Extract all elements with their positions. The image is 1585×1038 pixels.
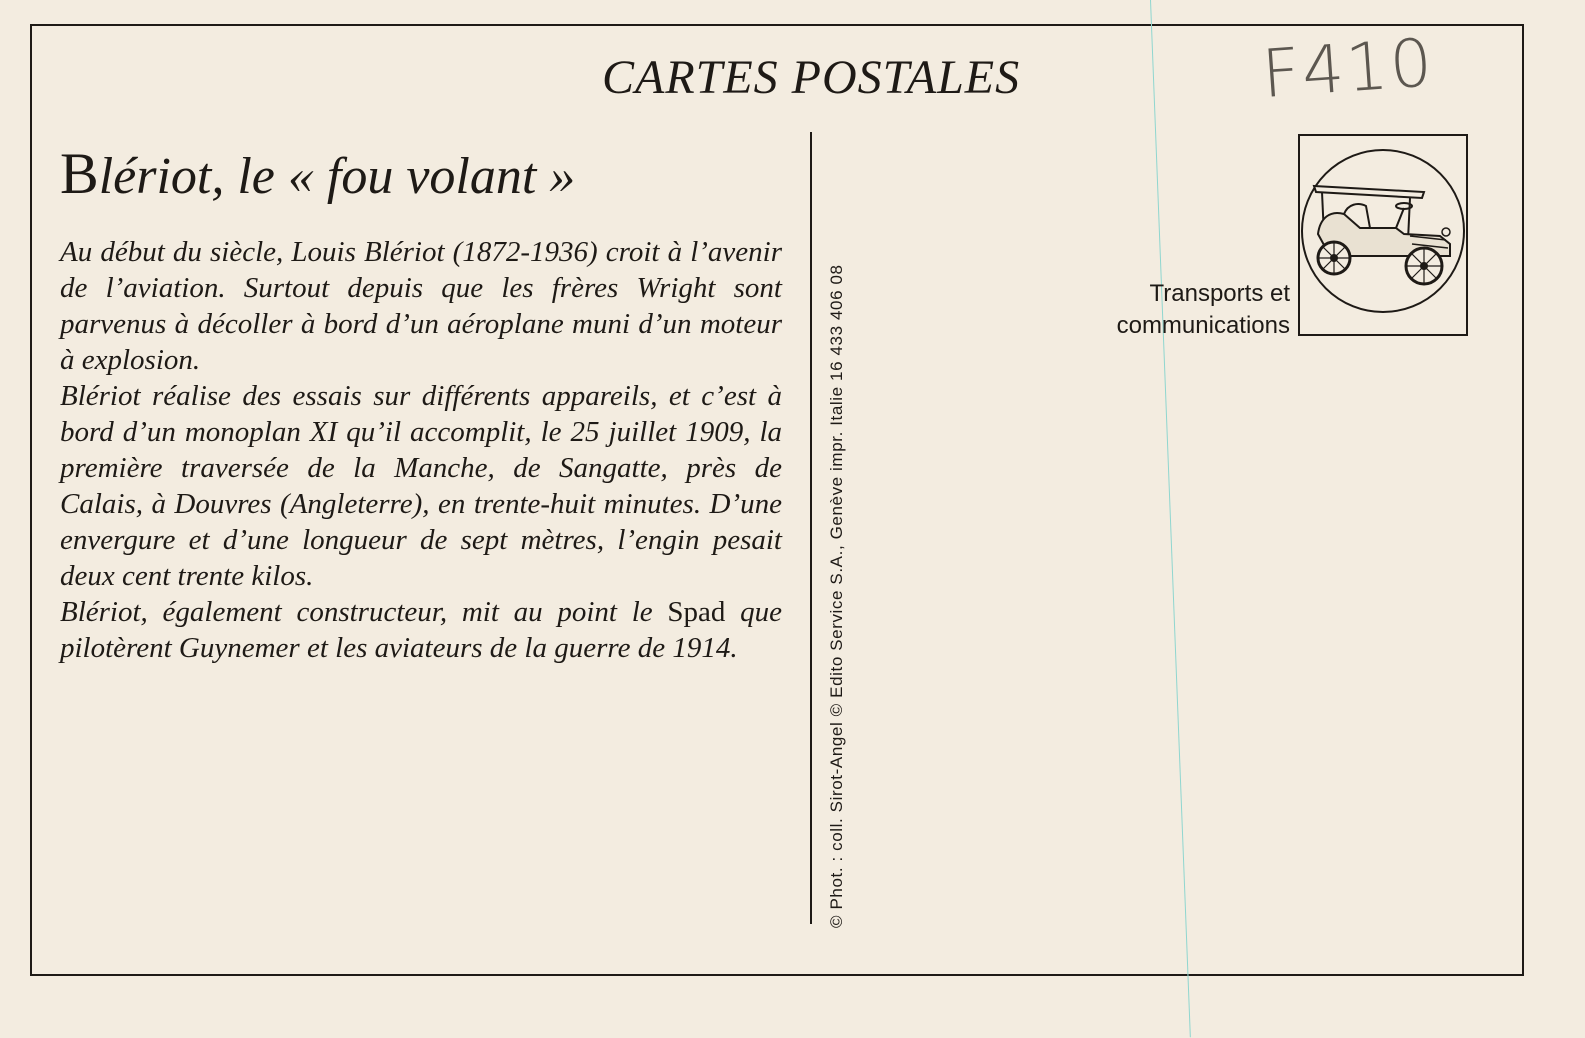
stamp-caption-line-2: communications [1116, 312, 1290, 339]
postcard-header: CARTES POSTALES [602, 51, 1021, 104]
handwritten-note: F410 [1259, 24, 1437, 113]
article-body [60, 234, 782, 666]
paragraph-3-start: Blériot, également constructeur, mit au point le [60, 596, 668, 628]
divider-rule [810, 132, 812, 924]
article-title [60, 140, 575, 207]
paragraph-3-upright: Spad [667, 596, 726, 628]
vintage-car-icon [1300, 148, 1466, 314]
article-paragraph-2: Blériot réalise des essais sur différents appareils, et c’est à bord d’un monoplan XI qu’il accomplit, le 25 juillet 1909, la première traversée de la Manche, de Sangatte, près de Calais, à Douvres (Angleterre), en trente-huit minutes. D’une envergure et d’une longueur de sept mètres, l’engin pesait deux cent trente kilos. [60, 380, 782, 592]
title-rest: lériot, le « fou volant » [98, 148, 576, 205]
stamp-caption-line-1: Transports et [1149, 280, 1290, 307]
paragraph-3-end: que pilotèrent Guynemer et les aviateurs de la guerre de 1914. [60, 596, 783, 664]
title-initial: B [60, 141, 99, 206]
article-paragraph-3 [60, 594, 782, 666]
photo-credit: © Phot. : coll. Sirot-Angel © Edito Service S.A., Genève impr. Italie 16 433 406 08 [827, 264, 846, 928]
stamp-caption [1060, 278, 1290, 342]
article-paragraph-1: Au début du siècle, Louis Blériot (1872-1936) croit à l’avenir de l’aviation. Surtout depuis que les frères Wright sont parvenus à décoller à bord d’un aéroplane muni d’un moteur à explosion. [60, 236, 782, 376]
